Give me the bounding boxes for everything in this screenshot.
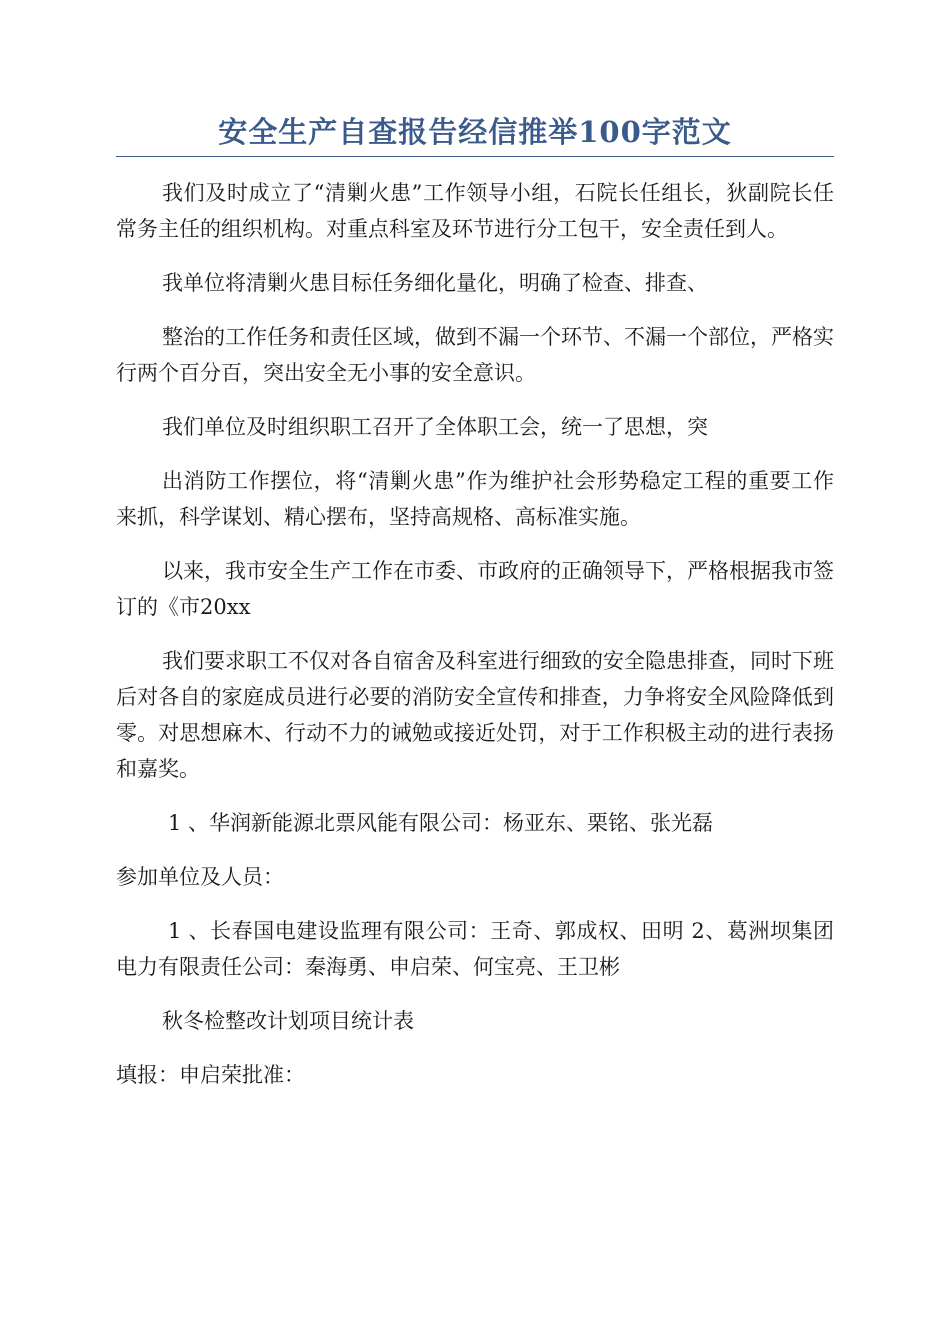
paragraph-participants-heading: 参加单位及人员： <box>116 865 284 889</box>
paragraph-rectification-scope: 整治的工作任务和责任区域，做到不漏一个环节、不漏一个部位，严格实行两个百分百，突出安全无小事的安全意识。 <box>116 325 834 385</box>
document-page <box>116 110 834 1111</box>
paragraph-company-list-1: 1 、华润新能源北票风能有限公司：杨亚东、栗铭、张光磊 <box>168 811 714 835</box>
paragraph-fire-priority: 出消防工作摆位，将“清剿火患”作为维护社会形势稳定工程的重要工作来抓，科学谋划、精心摆布，坚持高规格、高标准实施。 <box>116 469 834 529</box>
paragraph-leadership-group: 我们及时成立了“清剿火患”工作领导小组，石院长任组长，狄副院长任常务主任的组织机构。对重点科室及环节进行分工包干，安全责任到人。 <box>116 181 834 241</box>
paragraph-staff-requirements: 我们要求职工不仅对各自宿舍及科室进行细致的安全隐患排查，同时下班后对各自的家庭成员进行必要的消防安全宣传和排查，力争将安全风险降低到零。对思想麻木、行动不力的诫勉或接近处罚，对于工作积极主动的进行表扬和嘉奖。 <box>116 649 834 781</box>
paragraph-report-approval: 填报：申启荣批准： <box>116 1063 305 1087</box>
paragraph-company-list-2: 1 、长春国电建设监理有限公司：王奇、郭成权、田明 2、葛洲坝集团电力有限责任公司：秦海勇、申启荣、何宝亮、王卫彬 <box>116 919 834 979</box>
title-underline <box>116 156 834 157</box>
paragraph-task-breakdown: 我单位将清剿火患目标任务细化量化，明确了检查、排查、 <box>162 271 708 295</box>
paragraph-staff-meeting: 我们单位及时组织职工召开了全体职工会，统一了思想，突 <box>162 415 708 439</box>
document-title: 安全生产自查报告经信推举100字范文 <box>218 115 732 149</box>
paragraph-city-safety: 以来，我市安全生产工作在市委、市政府的正确领导下，严格根据我市签订的《市20xx <box>116 559 834 619</box>
paragraph-table-caption: 秋冬检整改计划项目统计表 <box>162 1009 414 1033</box>
